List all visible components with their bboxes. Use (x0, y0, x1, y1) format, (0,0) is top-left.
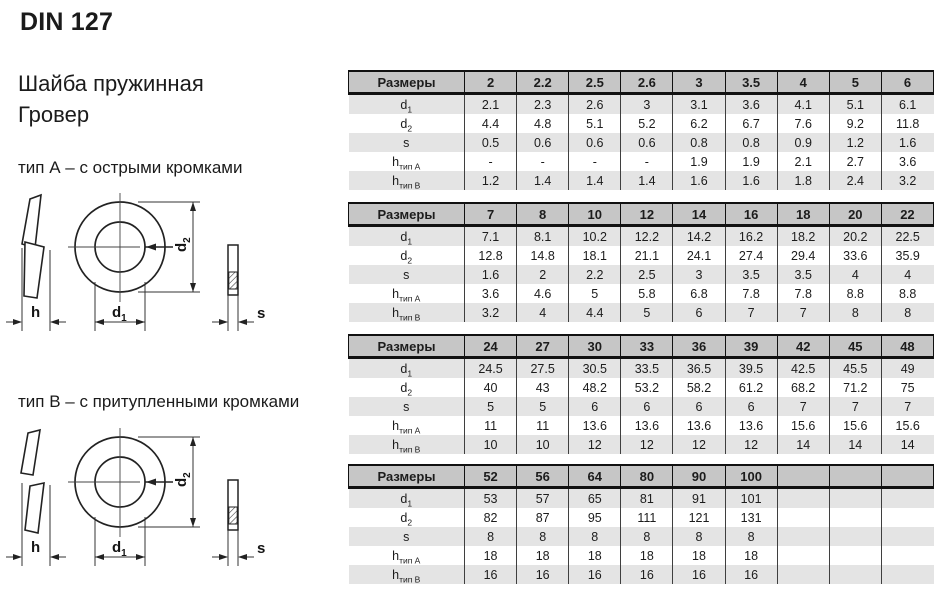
value-cell: 0.6 (517, 133, 569, 152)
value-cell: 61.2 (725, 378, 777, 397)
value-cell: 3.6 (881, 152, 933, 171)
row-label-cell: $h_{тип А}$ (392, 154, 421, 171)
value-cell: 18 (621, 546, 673, 565)
value-cell: 91 (673, 488, 725, 509)
value-cell: 5 (621, 303, 673, 322)
table-row (349, 416, 934, 435)
row-label-cell: $d_1$ (349, 226, 465, 247)
row-label-cell: $h_{тип В}$ (349, 171, 465, 190)
row-label-cell: s (349, 527, 465, 546)
header-cell-size: 7 (465, 203, 517, 226)
header-cell-size: 4 (777, 71, 829, 94)
front-view-type-a (68, 193, 173, 302)
value-cell: 75 (881, 378, 933, 397)
table-header-row (349, 203, 934, 226)
row-label-cell: $d_2$ (400, 116, 413, 133)
value-cell: 2.1 (465, 94, 517, 115)
value-cell: 27.5 (517, 358, 569, 379)
value-cell: 3.2 (881, 171, 933, 190)
value-cell: 3.6 (465, 284, 517, 303)
value-cell: 71.2 (829, 378, 881, 397)
value-cell: 68.2 (777, 378, 829, 397)
value-cell: 16 (673, 565, 725, 584)
value-cell: 13.6 (569, 416, 621, 435)
value-cell: 6.8 (673, 284, 725, 303)
header-cell-size: 27 (517, 335, 569, 358)
header-cell-size: 100 (725, 465, 777, 488)
type-a-drawing (0, 190, 300, 345)
row-label-cell: s (349, 133, 465, 152)
value-cell: 95 (569, 508, 621, 527)
table-header-row (349, 335, 934, 358)
value-cell: 3.1 (673, 94, 725, 115)
value-cell: 2 (517, 265, 569, 284)
type-a-label: тип А – с острыми кромками (18, 158, 243, 177)
value-cell: 53.2 (621, 378, 673, 397)
value-cell (777, 546, 829, 565)
part-name (18, 68, 204, 130)
value-cell: 7.8 (777, 284, 829, 303)
size-table-group-4 (348, 464, 934, 584)
table-header-row (349, 71, 934, 94)
header-cell-sizes: Размеры (349, 465, 465, 488)
header-cell-size: 2 (465, 71, 517, 94)
value-cell: 10.2 (569, 226, 621, 247)
value-cell: 8 (829, 303, 881, 322)
value-cell: 43 (517, 378, 569, 397)
row-label-cell: s (349, 397, 465, 416)
value-cell: 5 (465, 397, 517, 416)
table-row (349, 94, 934, 115)
value-cell: 8 (517, 527, 569, 546)
header-cell-sizes: Размеры (349, 203, 465, 226)
value-cell: 33.6 (829, 246, 881, 265)
side-view-type-b (21, 430, 44, 533)
size-table-group-1 (348, 70, 934, 190)
value-cell: 6 (725, 397, 777, 416)
value-cell: 3.2 (465, 303, 517, 322)
value-cell: 11 (517, 416, 569, 435)
header-cell-size: 30 (569, 335, 621, 358)
value-cell: 27.4 (725, 246, 777, 265)
table-row (349, 226, 934, 247)
value-cell: 3 (621, 94, 673, 115)
value-cell (777, 565, 829, 584)
front-view-type-b (68, 428, 173, 537)
row-label-cell: $h_{тип В}$ (349, 303, 465, 322)
header-cell-size: 24 (465, 335, 517, 358)
value-cell: 7.8 (725, 284, 777, 303)
value-cell: 65 (569, 488, 621, 509)
value-cell: 7 (777, 397, 829, 416)
value-cell (881, 527, 933, 546)
value-cell: - (465, 152, 517, 171)
value-cell: 14 (777, 435, 829, 454)
value-cell: 0.6 (569, 133, 621, 152)
value-cell: 7 (881, 397, 933, 416)
value-cell: 5.1 (569, 114, 621, 133)
table-row (349, 284, 934, 303)
value-cell: 12 (673, 435, 725, 454)
size-table-group-2 (348, 202, 934, 322)
value-cell: 1.4 (517, 171, 569, 190)
value-cell: 12 (725, 435, 777, 454)
row-label-cell: $d_1$ (349, 488, 465, 509)
value-cell: 131 (725, 508, 777, 527)
value-cell (829, 508, 881, 527)
value-cell: 18 (673, 546, 725, 565)
value-cell: 16.2 (725, 226, 777, 247)
value-cell (777, 488, 829, 509)
section-view (228, 480, 238, 530)
value-cell: 4.1 (777, 94, 829, 115)
side-view-type-a (22, 195, 44, 298)
header-cell-size: 12 (621, 203, 673, 226)
value-cell (777, 508, 829, 527)
table-row (349, 246, 934, 265)
value-cell: 1.6 (881, 133, 933, 152)
value-cell: 2.4 (829, 171, 881, 190)
value-cell: 4 (881, 265, 933, 284)
h-label: h (31, 304, 41, 321)
value-cell: 8 (465, 527, 517, 546)
value-cell: 16 (725, 565, 777, 584)
value-cell: 0.6 (621, 133, 673, 152)
value-cell: 8 (673, 527, 725, 546)
value-cell: 18.2 (777, 226, 829, 247)
table-row (349, 265, 934, 284)
header-cell-size: 3 (673, 71, 725, 94)
header-cell-sizes: Размеры (349, 71, 465, 94)
d1-label: $d_1$ (112, 539, 127, 559)
value-cell (881, 546, 933, 565)
value-cell: 40 (465, 378, 517, 397)
header-cell-size: 6 (881, 71, 933, 94)
value-cell: 16 (569, 565, 621, 584)
page-title: DIN 127 (20, 8, 114, 36)
table-row (349, 546, 934, 565)
value-cell: 1.6 (465, 265, 517, 284)
value-cell: 4.6 (517, 284, 569, 303)
value-cell: 4 (829, 265, 881, 284)
type-b-label: тип В – с притупленными кромками (18, 392, 300, 411)
header-cell-size: 33 (621, 335, 673, 358)
value-cell: 3.6 (725, 94, 777, 115)
value-cell: 1.2 (829, 133, 881, 152)
value-cell: 7 (725, 303, 777, 322)
split-notch (145, 244, 173, 251)
value-cell: 6.1 (881, 94, 933, 115)
value-cell: 45.5 (829, 358, 881, 379)
table-row (349, 303, 934, 322)
value-cell: 4.8 (517, 114, 569, 133)
header-cell-size (829, 465, 881, 488)
value-cell: 24.5 (465, 358, 517, 379)
row-label-cell: $h_{тип А}$ (392, 548, 421, 565)
header-cell-size: 2.5 (569, 71, 621, 94)
value-cell: 8.1 (517, 226, 569, 247)
value-cell: 12.2 (621, 226, 673, 247)
part-name-line2: Гровер (18, 102, 90, 127)
value-cell: 4.4 (465, 114, 517, 133)
value-cell: 57 (517, 488, 569, 509)
value-cell: 35.9 (881, 246, 933, 265)
value-cell: 3 (673, 265, 725, 284)
size-table-4 (348, 464, 934, 584)
value-cell: 2.3 (517, 94, 569, 115)
table-row (349, 508, 934, 527)
type-b-drawing (0, 425, 300, 580)
value-cell: - (621, 152, 673, 171)
value-cell: 5.8 (621, 284, 673, 303)
header-cell-size: 39 (725, 335, 777, 358)
value-cell: 87 (517, 508, 569, 527)
table-row (349, 488, 934, 509)
value-cell: 12 (621, 435, 673, 454)
header-cell-size: 2.6 (621, 71, 673, 94)
value-cell: 11 (465, 416, 517, 435)
s-dimension (212, 530, 254, 566)
value-cell: 14 (829, 435, 881, 454)
section-view (228, 245, 238, 295)
value-cell: 1.2 (465, 171, 517, 190)
part-name-line1: Шайба пружинная (18, 71, 204, 96)
row-label-cell: $d_2$ (400, 248, 413, 265)
value-cell: 20.2 (829, 226, 881, 247)
value-cell: 36.5 (673, 358, 725, 379)
header-cell-size (881, 465, 933, 488)
row-label-cell: $h_{тип В}$ (349, 435, 465, 454)
value-cell (777, 527, 829, 546)
table-row (349, 527, 934, 546)
value-cell: 7.1 (465, 226, 517, 247)
value-cell: 5 (569, 284, 621, 303)
value-cell: 14.2 (673, 226, 725, 247)
value-cell: 15.6 (881, 416, 933, 435)
value-cell: 121 (673, 508, 725, 527)
value-cell: 6.7 (725, 114, 777, 133)
value-cell: 1.4 (569, 171, 621, 190)
value-cell: 2.1 (777, 152, 829, 171)
value-cell: 6 (569, 397, 621, 416)
value-cell: 6.2 (673, 114, 725, 133)
row-label-cell: $d_1$ (349, 94, 465, 115)
value-cell (829, 546, 881, 565)
header-cell-size: 42 (777, 335, 829, 358)
value-cell (829, 488, 881, 509)
row-label-cell: $d_2$ (400, 380, 413, 397)
header-cell-size: 16 (725, 203, 777, 226)
value-cell: 21.1 (621, 246, 673, 265)
row-label-cell: s (349, 265, 465, 284)
value-cell: 82 (465, 508, 517, 527)
value-cell: 18 (725, 546, 777, 565)
value-cell: 14 (881, 435, 933, 454)
value-cell (829, 527, 881, 546)
value-cell: 3.5 (725, 265, 777, 284)
value-cell: 6 (673, 303, 725, 322)
value-cell: 58.2 (673, 378, 725, 397)
h-label: h (31, 539, 41, 556)
value-cell: 13.6 (621, 416, 673, 435)
value-cell: 0.5 (465, 133, 517, 152)
value-cell: 12 (569, 435, 621, 454)
header-cell-size: 52 (465, 465, 517, 488)
table-row (349, 171, 934, 190)
value-cell: 2.2 (569, 265, 621, 284)
value-cell: 8 (725, 527, 777, 546)
value-cell: 5.2 (621, 114, 673, 133)
value-cell (881, 488, 933, 509)
value-cell: 5.1 (829, 94, 881, 115)
table-row (349, 378, 934, 397)
header-cell-size: 10 (569, 203, 621, 226)
table-row (349, 358, 934, 379)
value-cell: 39.5 (725, 358, 777, 379)
header-cell-size (777, 465, 829, 488)
value-cell: 16 (621, 565, 673, 584)
value-cell: 16 (517, 565, 569, 584)
value-cell: 1.9 (725, 152, 777, 171)
size-table-1 (348, 70, 934, 190)
value-cell: 2.5 (621, 265, 673, 284)
value-cell: 101 (725, 488, 777, 509)
value-cell: 7 (829, 397, 881, 416)
table-row (349, 152, 934, 171)
header-cell-sizes: Размеры (349, 335, 465, 358)
table-header-row (349, 465, 934, 488)
value-cell: 29.4 (777, 246, 829, 265)
value-cell: 6 (673, 397, 725, 416)
size-table-2 (348, 202, 934, 322)
row-label-cell: $d_1$ (349, 358, 465, 379)
row-label-cell: $d_2$ (400, 510, 413, 527)
value-cell: 8.8 (829, 284, 881, 303)
d2-label: $d_2$ (173, 472, 193, 487)
value-cell: - (517, 152, 569, 171)
value-cell: 13.6 (673, 416, 725, 435)
table-row (349, 133, 934, 152)
header-cell-size: 64 (569, 465, 621, 488)
value-cell: 4.4 (569, 303, 621, 322)
header-cell-size: 2.2 (517, 71, 569, 94)
row-label-cell: $h_{тип А}$ (392, 286, 421, 303)
value-cell: 16 (465, 565, 517, 584)
row-label-cell: $h_{тип В}$ (349, 565, 465, 584)
value-cell: 18 (465, 546, 517, 565)
value-cell: 4 (517, 303, 569, 322)
value-cell: 49 (881, 358, 933, 379)
value-cell: 7.6 (777, 114, 829, 133)
header-cell-size: 14 (673, 203, 725, 226)
value-cell: 8 (569, 527, 621, 546)
value-cell: 8 (621, 527, 673, 546)
value-cell: 7 (777, 303, 829, 322)
value-cell: 1.6 (673, 171, 725, 190)
table-row (349, 397, 934, 416)
value-cell: 1.4 (621, 171, 673, 190)
value-cell: 15.6 (777, 416, 829, 435)
value-cell: 9.2 (829, 114, 881, 133)
header-cell-size: 20 (829, 203, 881, 226)
value-cell: 24.1 (673, 246, 725, 265)
header-cell-size: 5 (829, 71, 881, 94)
value-cell: 1.6 (725, 171, 777, 190)
value-cell: 18 (517, 546, 569, 565)
value-cell: 111 (621, 508, 673, 527)
value-cell: 3.5 (777, 265, 829, 284)
value-cell: 33.5 (621, 358, 673, 379)
value-cell: 48.2 (569, 378, 621, 397)
s-label: s (257, 305, 266, 322)
value-cell: 0.8 (673, 133, 725, 152)
value-cell: 18.1 (569, 246, 621, 265)
value-cell: 15.6 (829, 416, 881, 435)
header-cell-size: 80 (621, 465, 673, 488)
value-cell: 0.9 (777, 133, 829, 152)
value-cell (829, 565, 881, 584)
split-notch (145, 479, 173, 486)
s-dimension (212, 295, 254, 331)
value-cell: 2.7 (829, 152, 881, 171)
value-cell: 13.6 (725, 416, 777, 435)
header-cell-size: 8 (517, 203, 569, 226)
header-cell-size: 90 (673, 465, 725, 488)
header-cell-size: 36 (673, 335, 725, 358)
row-label-cell: $h_{тип А}$ (392, 418, 421, 435)
value-cell: 11.8 (881, 114, 933, 133)
header-cell-size: 18 (777, 203, 829, 226)
value-cell: 8.8 (881, 284, 933, 303)
value-cell: 5 (517, 397, 569, 416)
header-cell-size: 22 (881, 203, 933, 226)
header-cell-size: 48 (881, 335, 933, 358)
size-table-group-3 (348, 334, 934, 454)
value-cell: 53 (465, 488, 517, 509)
value-cell: 8 (881, 303, 933, 322)
value-cell: 6 (621, 397, 673, 416)
header-cell-size: 45 (829, 335, 881, 358)
value-cell: 22.5 (881, 226, 933, 247)
value-cell: 18 (569, 546, 621, 565)
size-table-3 (348, 334, 934, 454)
header-cell-size: 56 (517, 465, 569, 488)
value-cell (881, 508, 933, 527)
value-cell: 1.9 (673, 152, 725, 171)
table-row (349, 565, 934, 584)
value-cell: 81 (621, 488, 673, 509)
d1-label: $d_1$ (112, 304, 127, 324)
value-cell: 2.6 (569, 94, 621, 115)
d2-label: $d_2$ (173, 237, 193, 252)
header-cell-size: 3.5 (725, 71, 777, 94)
value-cell: 10 (465, 435, 517, 454)
value-cell: 12.8 (465, 246, 517, 265)
s-label: s (257, 540, 266, 557)
value-cell: 14.8 (517, 246, 569, 265)
value-cell: 30.5 (569, 358, 621, 379)
value-cell: - (569, 152, 621, 171)
value-cell (881, 565, 933, 584)
value-cell: 42.5 (777, 358, 829, 379)
table-row (349, 114, 934, 133)
value-cell: 10 (517, 435, 569, 454)
value-cell: 1.8 (777, 171, 829, 190)
value-cell: 0.8 (725, 133, 777, 152)
table-row (349, 435, 934, 454)
